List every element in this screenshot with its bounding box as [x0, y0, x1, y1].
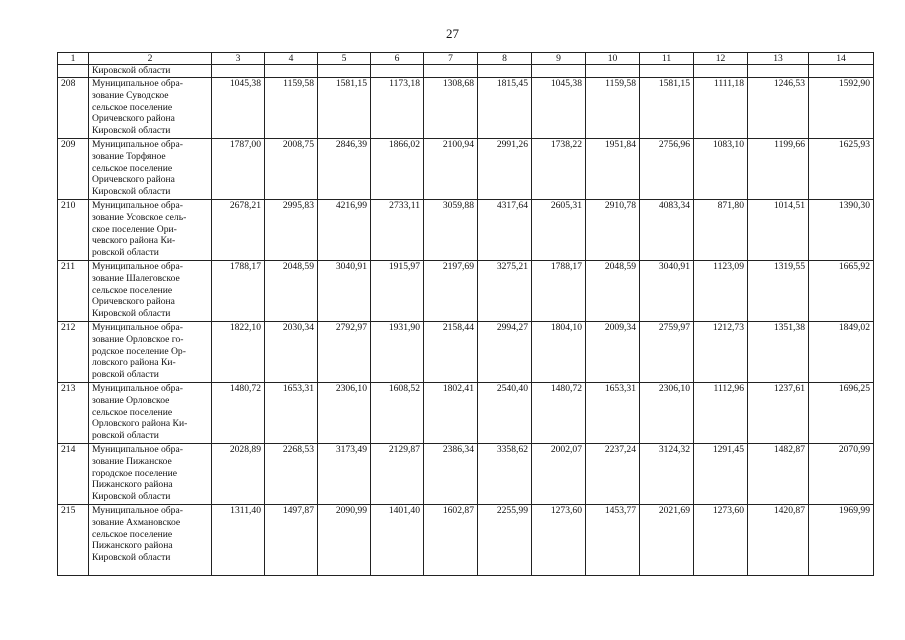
- value-cell: 2678,21: [212, 200, 265, 261]
- column-header: 8: [478, 53, 532, 65]
- column-header: 1: [58, 53, 89, 65]
- column-header: 7: [424, 53, 478, 65]
- value-cell: 1665,92: [809, 261, 874, 322]
- row-number-cell: 214: [58, 444, 89, 505]
- value-cell: 2792,97: [318, 322, 371, 383]
- value-cell: 1608,52: [371, 383, 424, 444]
- value-cell: 2268,53: [265, 444, 318, 505]
- value-cell: 1308,68: [424, 78, 478, 139]
- data-table: [57, 52, 874, 576]
- value-cell: 2030,34: [265, 322, 318, 383]
- value-cell: [586, 65, 640, 78]
- value-cell: 2002,07: [532, 444, 586, 505]
- value-cell: 3173,49: [318, 444, 371, 505]
- value-cell: 1045,38: [532, 78, 586, 139]
- row-name-cell: Муниципальное обра- зование Торфяное сельское поселение Оричевского района Кировской области: [89, 139, 212, 200]
- row-number-cell: 211: [58, 261, 89, 322]
- value-cell: 2009,34: [586, 322, 640, 383]
- value-cell: 1319,55: [748, 261, 809, 322]
- value-cell: 1351,38: [748, 322, 809, 383]
- row-number-cell: 210: [58, 200, 89, 261]
- page-number: 27: [446, 26, 459, 41]
- table-body: [58, 65, 874, 576]
- value-cell: 2540,40: [478, 383, 532, 444]
- value-cell: 2197,69: [424, 261, 478, 322]
- value-cell: 1482,87: [748, 444, 809, 505]
- column-header: 3: [212, 53, 265, 65]
- value-cell: 2846,39: [318, 139, 371, 200]
- column-header: 14: [809, 53, 874, 65]
- value-cell: 1602,87: [424, 505, 478, 576]
- value-cell: 2995,83: [265, 200, 318, 261]
- value-cell: [748, 65, 809, 78]
- value-cell: 3040,91: [640, 261, 694, 322]
- value-cell: 1625,93: [809, 139, 874, 200]
- value-cell: 1112,96: [694, 383, 748, 444]
- value-cell: 1045,38: [212, 78, 265, 139]
- value-cell: [694, 65, 748, 78]
- value-cell: 1696,25: [809, 383, 874, 444]
- value-cell: 1581,15: [318, 78, 371, 139]
- table-row: [58, 139, 874, 200]
- row-name-cell: Муниципальное обра- зование Орловское го- родское поселение Ор- ловского района Ки- ровской области: [89, 322, 212, 383]
- value-cell: [809, 65, 874, 78]
- row-number-cell: 212: [58, 322, 89, 383]
- value-cell: 1581,15: [640, 78, 694, 139]
- value-cell: [371, 65, 424, 78]
- value-cell: 1014,51: [748, 200, 809, 261]
- value-cell: 2048,59: [586, 261, 640, 322]
- value-cell: 2306,10: [318, 383, 371, 444]
- value-cell: 1291,45: [694, 444, 748, 505]
- table-row: [58, 261, 874, 322]
- value-cell: 1401,40: [371, 505, 424, 576]
- value-cell: 1849,02: [809, 322, 874, 383]
- value-cell: 1969,99: [809, 505, 874, 576]
- value-cell: 1111,18: [694, 78, 748, 139]
- column-header: 10: [586, 53, 640, 65]
- value-cell: 1123,09: [694, 261, 748, 322]
- value-cell: 1390,30: [809, 200, 874, 261]
- value-cell: 2386,34: [424, 444, 478, 505]
- value-cell: 2994,27: [478, 322, 532, 383]
- row-number-cell: 215: [58, 505, 89, 576]
- value-cell: 1497,87: [265, 505, 318, 576]
- value-cell: 4083,34: [640, 200, 694, 261]
- row-name-cell: Кировской области: [89, 65, 212, 78]
- row-name-cell: Муниципальное обра- зование Ахмановское сельское поселение Пижанского района Кировской области: [89, 505, 212, 576]
- table-row: [58, 383, 874, 444]
- value-cell: 2129,87: [371, 444, 424, 505]
- value-cell: 3124,32: [640, 444, 694, 505]
- table-row: [58, 78, 874, 139]
- value-cell: 1653,31: [265, 383, 318, 444]
- value-cell: 1159,58: [265, 78, 318, 139]
- table-row: [58, 200, 874, 261]
- table-row: [58, 322, 874, 383]
- value-cell: 1273,60: [532, 505, 586, 576]
- value-cell: 1212,73: [694, 322, 748, 383]
- value-cell: 2255,99: [478, 505, 532, 576]
- value-cell: 2605,31: [532, 200, 586, 261]
- value-cell: 2028,89: [212, 444, 265, 505]
- value-cell: [640, 65, 694, 78]
- value-cell: 1199,66: [748, 139, 809, 200]
- value-cell: 1804,10: [532, 322, 586, 383]
- row-number-cell: 208: [58, 78, 89, 139]
- value-cell: 1592,90: [809, 78, 874, 139]
- value-cell: 2733,11: [371, 200, 424, 261]
- value-cell: 1246,53: [748, 78, 809, 139]
- value-cell: 1951,84: [586, 139, 640, 200]
- table-row: [58, 505, 874, 576]
- value-cell: 1237,61: [748, 383, 809, 444]
- value-cell: [318, 65, 371, 78]
- value-cell: 2991,26: [478, 139, 532, 200]
- value-cell: [212, 65, 265, 78]
- row-number-cell: 213: [58, 383, 89, 444]
- value-cell: 871,80: [694, 200, 748, 261]
- value-cell: 1738,22: [532, 139, 586, 200]
- value-cell: 1273,60: [694, 505, 748, 576]
- column-header: 12: [694, 53, 748, 65]
- value-cell: 4216,99: [318, 200, 371, 261]
- value-cell: [532, 65, 586, 78]
- row-number-cell: [58, 65, 89, 78]
- row-name-cell: Муниципальное обра- зование Пижанское городское поселение Пижанского района Кировской области: [89, 444, 212, 505]
- header-row: [58, 53, 874, 65]
- table-row: [58, 444, 874, 505]
- value-cell: 4317,64: [478, 200, 532, 261]
- value-cell: [265, 65, 318, 78]
- value-cell: 2910,78: [586, 200, 640, 261]
- row-name-cell: Муниципальное обра- зование Орловское сельское поселение Орловского района Ки- ровской области: [89, 383, 212, 444]
- column-header: 11: [640, 53, 694, 65]
- value-cell: 1311,40: [212, 505, 265, 576]
- value-cell: 2759,97: [640, 322, 694, 383]
- value-cell: 2306,10: [640, 383, 694, 444]
- value-cell: 2237,24: [586, 444, 640, 505]
- value-cell: 1866,02: [371, 139, 424, 200]
- value-cell: 1480,72: [532, 383, 586, 444]
- value-cell: 1083,10: [694, 139, 748, 200]
- value-cell: 1815,45: [478, 78, 532, 139]
- value-cell: [478, 65, 532, 78]
- value-cell: 2756,96: [640, 139, 694, 200]
- value-cell: 2090,99: [318, 505, 371, 576]
- row-name-cell: Муниципальное обра- зование Шалеговское сельское поселение Оричевского района Кировской области: [89, 261, 212, 322]
- value-cell: 3040,91: [318, 261, 371, 322]
- value-cell: 1788,17: [532, 261, 586, 322]
- value-cell: 2021,69: [640, 505, 694, 576]
- value-cell: 1915,97: [371, 261, 424, 322]
- row-number-cell: 209: [58, 139, 89, 200]
- value-cell: 1931,90: [371, 322, 424, 383]
- column-header: 9: [532, 53, 586, 65]
- row-name-cell: Муниципальное обра- зование Суводское сельское поселение Оричевского района Кировской области: [89, 78, 212, 139]
- value-cell: 1159,58: [586, 78, 640, 139]
- value-cell: 1788,17: [212, 261, 265, 322]
- value-cell: 1420,87: [748, 505, 809, 576]
- value-cell: 3059,88: [424, 200, 478, 261]
- value-cell: [424, 65, 478, 78]
- row-name-cell: Муниципальное обра- зование Усовское сель- ское поселение Ори- чевского района Ки- ровской области: [89, 200, 212, 261]
- value-cell: 1453,77: [586, 505, 640, 576]
- value-cell: 1802,41: [424, 383, 478, 444]
- value-cell: 1480,72: [212, 383, 265, 444]
- value-cell: 1653,31: [586, 383, 640, 444]
- column-header: 13: [748, 53, 809, 65]
- column-header: 6: [371, 53, 424, 65]
- value-cell: 2100,94: [424, 139, 478, 200]
- value-cell: 2048,59: [265, 261, 318, 322]
- value-cell: 3358,62: [478, 444, 532, 505]
- table-row-continuation: [58, 65, 874, 78]
- value-cell: 1787,00: [212, 139, 265, 200]
- column-header: 4: [265, 53, 318, 65]
- column-header: 5: [318, 53, 371, 65]
- value-cell: 1822,10: [212, 322, 265, 383]
- value-cell: 2158,44: [424, 322, 478, 383]
- value-cell: 3275,21: [478, 261, 532, 322]
- value-cell: 1173,18: [371, 78, 424, 139]
- value-cell: 2070,99: [809, 444, 874, 505]
- column-header: 2: [89, 53, 212, 65]
- value-cell: 2008,75: [265, 139, 318, 200]
